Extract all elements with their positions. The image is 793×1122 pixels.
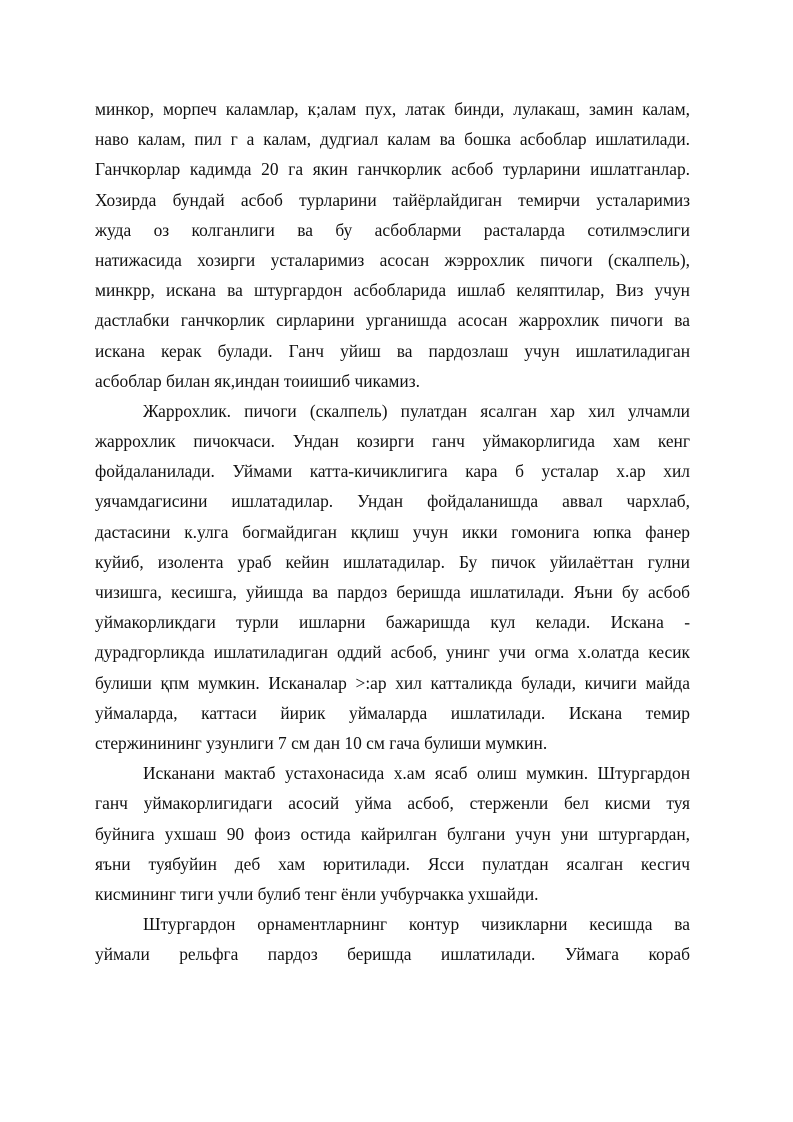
paragraph-first-line: Штургардон орнаментларнинг контур чизикларни кесишда ва <box>143 914 690 935</box>
text-line: наво калам, пил г а калам, дудгиал калам ва бошка асбоблар ишлатилади. <box>95 129 690 150</box>
paragraph-first-line: Жаррохлик. пичоги (скалпель) пулатдан ясалган хар хил улчамли <box>143 400 690 421</box>
text-line: уячамдагисини ишлатадилар. Ундан фойдаланишда аввал чархлаб, <box>95 491 690 512</box>
text-line: минкор, морпеч каламлар, к;алам пух, латак бинди, лулакаш, замин калам, <box>95 99 690 119</box>
text-line: фойдаланилади. Уймами катта-кичиклигига кара б усталар х.ар хил <box>95 461 690 482</box>
text-line: кисмининг тиги учли булиб тенг ёнли учбурчакка ухшайди. <box>95 883 539 904</box>
paragraph-first-line: Исканани мактаб устахонасида х.ам ясаб олиш мумкин. Штургардон <box>143 763 690 784</box>
text-line: куйиб, изолента ураб кейин ишлатадилар. Бу пичок уйилаёттан гулни <box>95 551 690 572</box>
text-line: уймаларда, каттаси йирик уймаларда ишлатилади. Искана темир <box>95 702 690 723</box>
text-line: уймакорликдаги турли ишларни бажаришда кул келади. Искана - <box>95 612 690 633</box>
text-line: минкрр, искана ва штургардон асбобларида ишлаб келяптилар, Виз учун <box>95 280 690 301</box>
text-line: дастасини к.улга богмайдиган кқлиш учун икки гомонига юпка фанер <box>95 521 690 542</box>
text-line: стержинининг узунлиги 7 см дан 10 см гача булиши мумкин. <box>95 732 548 753</box>
text-line: буйнига ухшаш 90 фоиз остида кайрилган булгани учун уни штургардан, <box>95 823 690 844</box>
text-line: булиши қпм мумкин. Исканалар >:ар хил катталикда булади, кичиги майда <box>95 672 690 693</box>
text-line: яъни туябуйин деб хам юритилади. Ясси пулатдан ясалган кесгич <box>95 853 690 874</box>
text-line: уймали рельфга пардоз беришда ишлатилади. Уймага кораб <box>95 944 690 965</box>
text-line: искана керак булади. Ганч уйиш ва пардозлаш учун ишлатиладиган <box>95 340 690 361</box>
text-line: ганч уймакорлигидаги асосий уйма асбоб, стерженли бел кисми туя <box>95 793 690 814</box>
text-line: натижасида хозирги усталаримиз асосан жэррохлик пичоги (скалпель), <box>95 249 690 270</box>
text-line: асбоблар билан як,индан тоиишиб чикамиз. <box>95 370 420 391</box>
document-page <box>95 94 690 969</box>
text-line: жуда оз колганлиги ва бу асбобларми расталарда сотилмэслиги <box>95 219 690 240</box>
text-line: чизишга, кесишга, уйишда ва пардоз беришда ишлатилади. Яъни бу асбоб <box>95 582 690 602</box>
text-line: Ганчкорлар кадимда 20 га якин ганчкорлик асбоб турларини ишлатганлар. <box>95 159 690 180</box>
text-line: жаррохлик пичокчаси. Ундан козирги ганч уймакорлигида хам кенг <box>95 431 690 452</box>
text-line: дурадгорликда ишлатиладиган оддий асбоб, унинг учи огма х.олатда кесик <box>95 642 690 663</box>
text-line: дастлабки ганчкорлик сирларини урганишда асосан жаррохлик пичоги ва <box>95 310 690 331</box>
text-line: Хозирда бундай асбоб турларини тайёрлайдиган темирчи усталаримиз <box>95 189 690 210</box>
